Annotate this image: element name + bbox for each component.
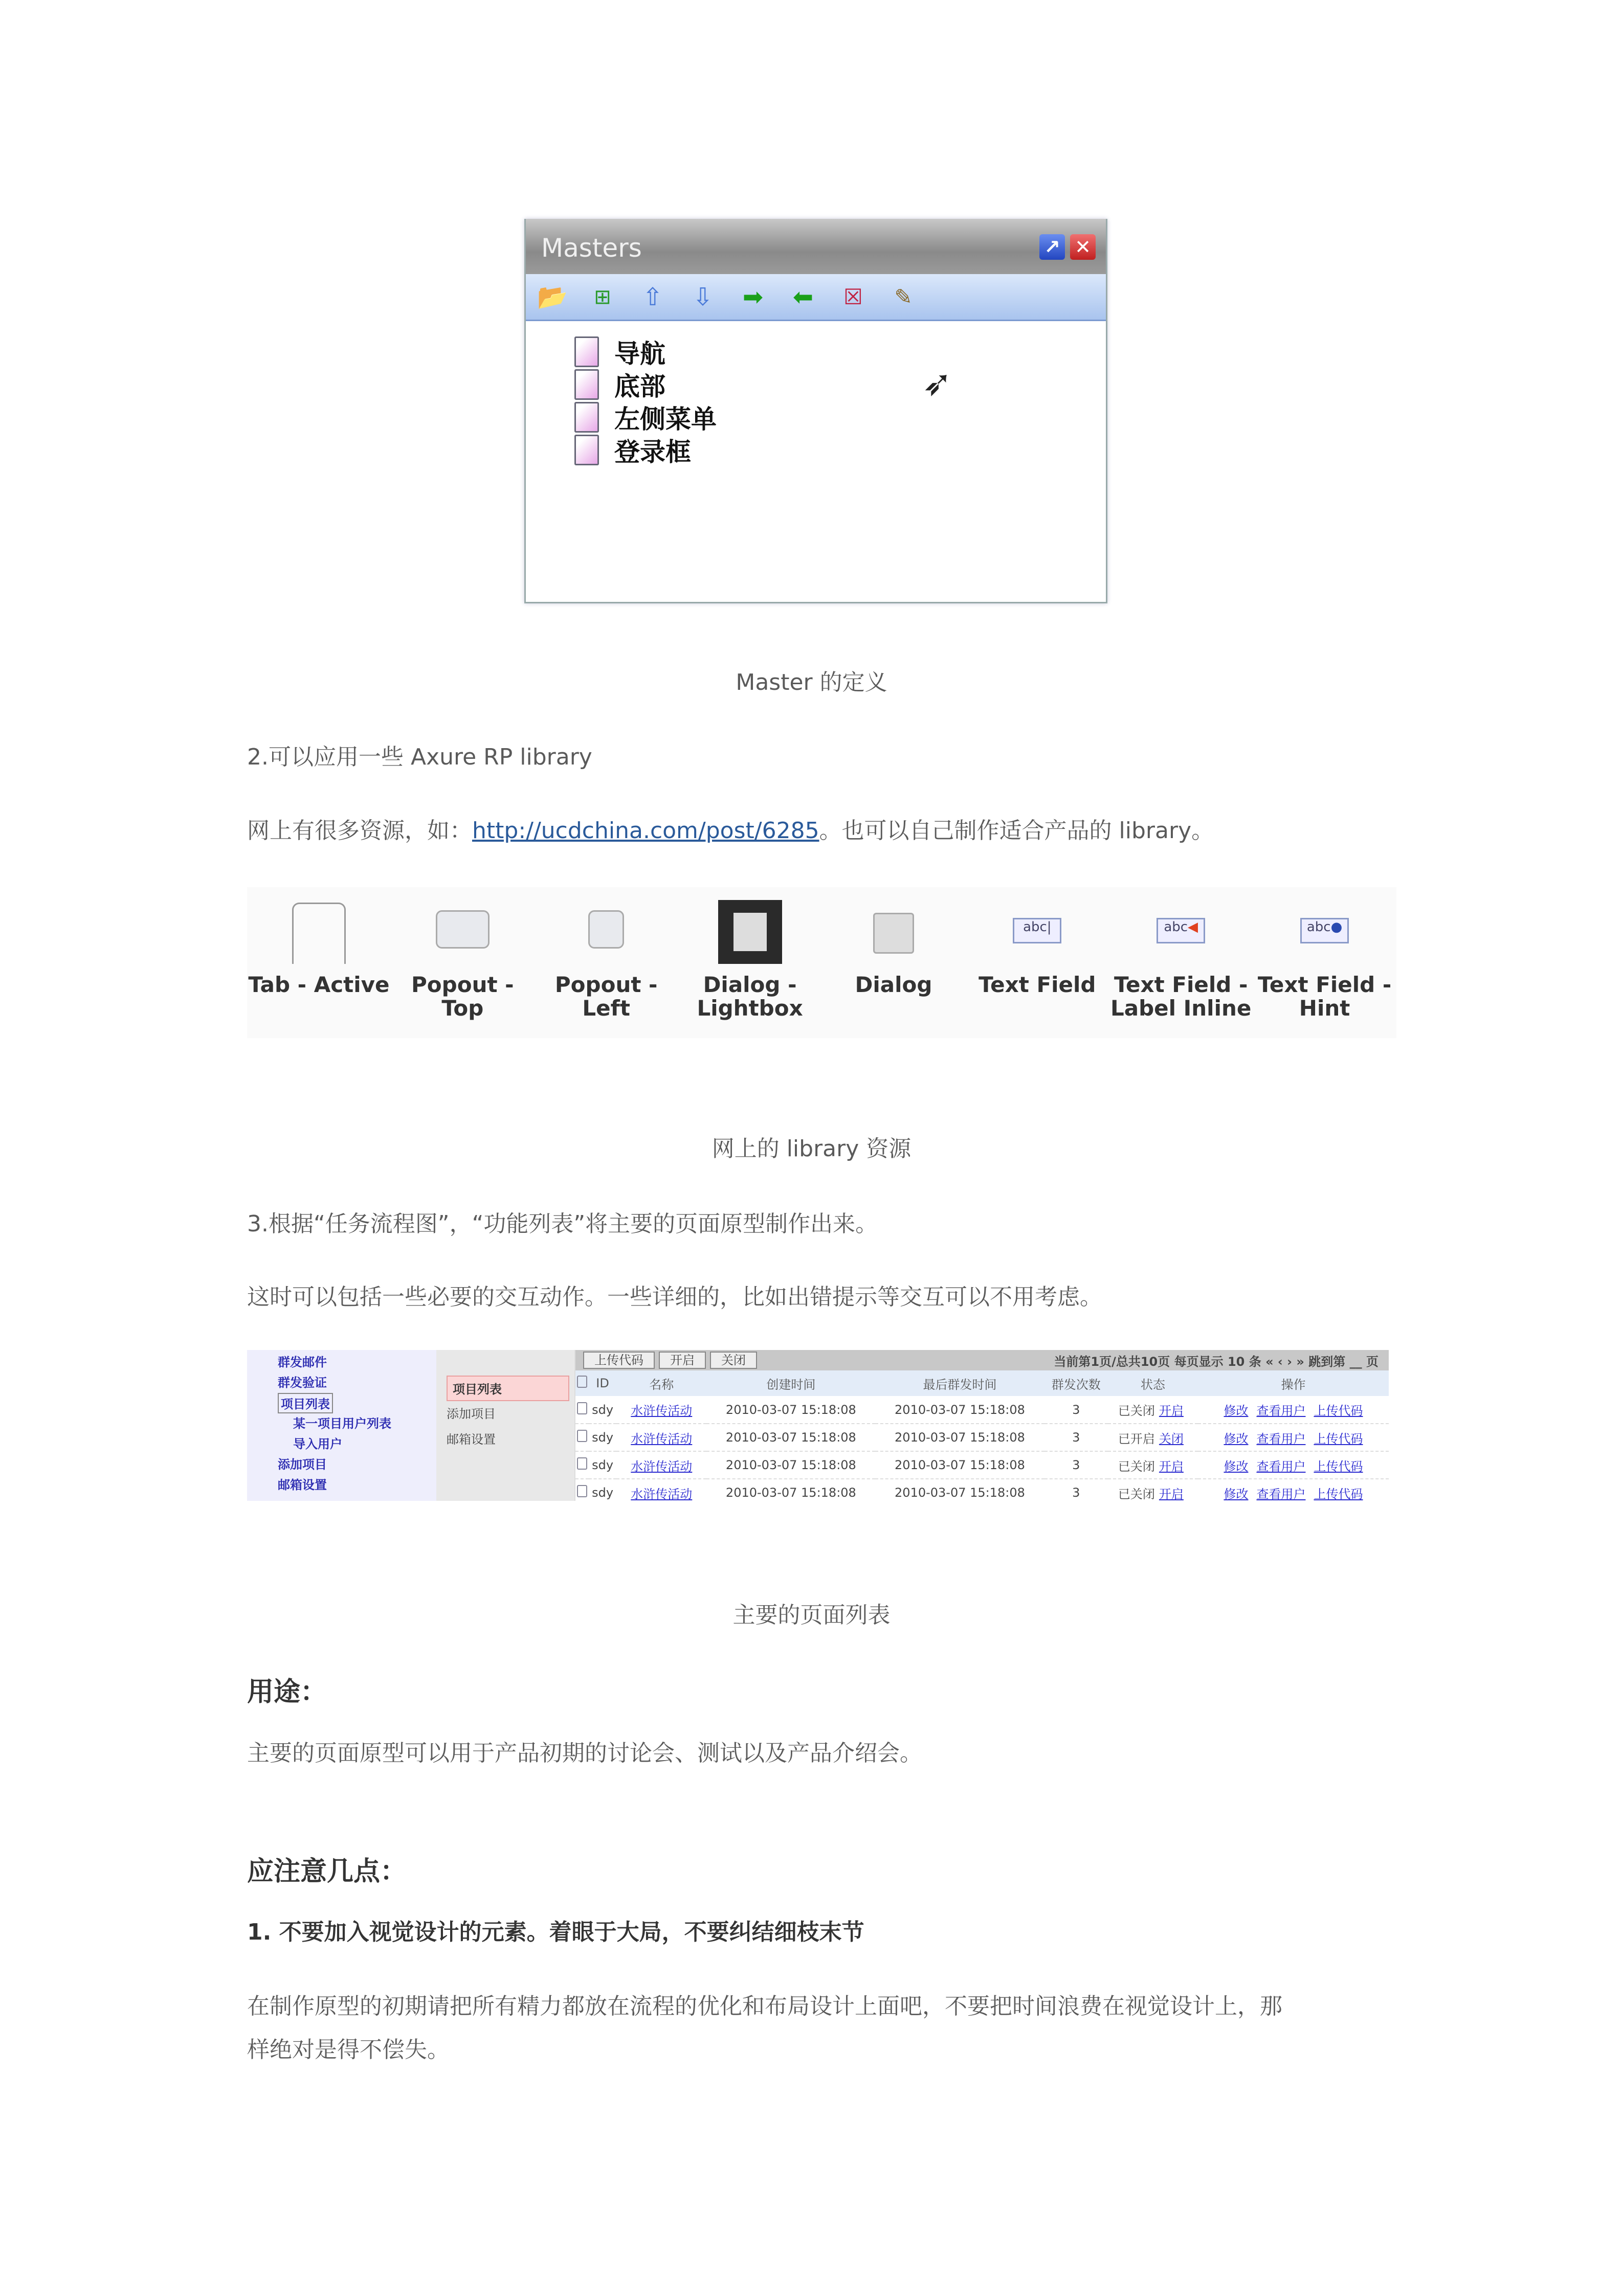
masters-title: Masters — [541, 233, 642, 263]
move-up-icon[interactable]: ⇧ — [642, 282, 663, 311]
widget-dialog — [822, 887, 966, 1038]
master-label: 底部 — [614, 372, 665, 401]
upload-code-link[interactable]: 上传代码 — [1314, 1431, 1363, 1446]
cell-last-sent: 2010-03-07 15:18:08 — [875, 1479, 1044, 1501]
close-icon[interactable]: ✕ — [1070, 234, 1096, 260]
status-text: 已关闭 — [1118, 1404, 1155, 1418]
tree-item[interactable]: 项目列表 — [278, 1393, 333, 1413]
project-table — [574, 1350, 1389, 1501]
widget-popout-left — [535, 887, 678, 1038]
cell-created: 2010-03-07 15:18:08 — [706, 1451, 875, 1479]
project-name-link[interactable]: 水浒传活动 — [631, 1404, 693, 1418]
page-tree — [247, 1350, 436, 1501]
widget-text-field-label-inline: abc◀ Text Field - Label Inline — [1109, 887, 1253, 1038]
widget-label: Text Field - Label Inline — [1110, 972, 1252, 1021]
library-widgets — [247, 887, 1396, 1038]
caption-masters: Master 的定义 — [736, 669, 887, 695]
sub-menu-item[interactable]: 邮箱设置 — [447, 1432, 496, 1447]
note-1-body-line2: 样绝对是得不偿失。 — [247, 2037, 450, 2063]
add-folder-icon[interactable]: 📂 — [537, 282, 568, 311]
upload-code-link[interactable]: 上传代码 — [1314, 1404, 1363, 1418]
widget-tab-active — [247, 887, 391, 1038]
note-1-title: 1. 不要加入视觉设计的元素。着眼于大局，不要纠结细枝末节 — [247, 1919, 864, 1945]
cell-created: 2010-03-07 15:18:08 — [706, 1396, 875, 1424]
page-icon — [574, 369, 599, 400]
sub-menu-item[interactable]: 项目列表 — [447, 1376, 569, 1401]
outdent-icon[interactable]: ⬅ — [792, 282, 814, 311]
cell-actions — [1198, 1424, 1389, 1451]
cell-status — [1108, 1424, 1198, 1451]
body-text: 。也可以自己制作适合产品的 library。 — [819, 818, 1214, 844]
cell-status — [1108, 1451, 1198, 1479]
caption-pages: 主要的页面列表 — [732, 1602, 891, 1628]
tree-item[interactable]: 导入用户 — [293, 1437, 342, 1451]
page-icon — [574, 435, 599, 465]
cell-count: 3 — [1044, 1479, 1108, 1501]
widget-label: Tab - Active — [248, 972, 390, 997]
section-3-body: 这时可以包括一些必要的交互动作。一些详细的，比如出错提示等交互可以不用考虑。 — [247, 1284, 1102, 1310]
widget-label: Popout - Top — [411, 972, 514, 1021]
toggle-link[interactable]: 开启 — [1159, 1404, 1184, 1418]
pagination[interactable]: 当前第1页/总共10页 每页显示 10 条 « ‹ › » 跳到第 __ 页 — [1054, 1354, 1379, 1369]
view-users-link[interactable]: 查看用户 — [1256, 1487, 1306, 1501]
master-item[interactable] — [574, 401, 1106, 434]
table-row — [575, 1424, 1389, 1451]
cell-status — [1108, 1396, 1198, 1424]
cell-id: sdy — [589, 1451, 616, 1479]
row-checkbox[interactable] — [575, 1479, 589, 1501]
cell-last-sent: 2010-03-07 15:18:08 — [875, 1451, 1044, 1479]
cell-actions — [1198, 1451, 1389, 1479]
header-name: 名称 — [616, 1370, 706, 1396]
header-select[interactable] — [575, 1370, 589, 1396]
row-checkbox[interactable] — [575, 1396, 589, 1424]
popout-icon[interactable]: ↗ — [1039, 234, 1065, 260]
usage-heading: 用途： — [247, 1677, 327, 1707]
status-text: 已关闭 — [1118, 1487, 1155, 1501]
widget-label: Text Field - Hint — [1257, 972, 1392, 1021]
upload-code-link[interactable]: 上传代码 — [1314, 1459, 1363, 1474]
table-row — [575, 1451, 1389, 1479]
widget-text-field: abc| Text Field — [965, 887, 1109, 1038]
widget-label: Popout - Left — [554, 972, 658, 1021]
cell-created: 2010-03-07 15:18:08 — [706, 1479, 875, 1501]
view-users-link[interactable]: 查看用户 — [1256, 1431, 1306, 1446]
toggle-link[interactable]: 关闭 — [1159, 1431, 1184, 1446]
tree-item[interactable]: 某一项目用户列表 — [293, 1416, 391, 1431]
cell-id: sdy — [589, 1424, 616, 1451]
cell-last-sent: 2010-03-07 15:18:08 — [875, 1424, 1044, 1451]
table-toolbar — [575, 1350, 1389, 1370]
cell-name — [616, 1396, 706, 1424]
caption-library: 网上的 library 资源 — [712, 1136, 911, 1162]
sub-menu — [436, 1350, 574, 1501]
cell-status — [1108, 1479, 1198, 1501]
row-checkbox[interactable] — [575, 1451, 589, 1479]
upload-code-button[interactable]: 上传代码 — [583, 1352, 655, 1369]
page-icon — [574, 336, 599, 367]
view-users-link[interactable]: 查看用户 — [1256, 1404, 1306, 1418]
tree-item[interactable]: 群发邮件 — [278, 1355, 327, 1369]
header-id: ID — [589, 1370, 616, 1396]
masters-title-bar — [526, 219, 1106, 274]
widget-label: Text Field — [979, 972, 1096, 997]
note-1-body-line1: 在制作原型的初期请把所有精力都放在流程的优化和布局设计上面吧，不要把时间浪费在视觉设计上，那 — [247, 1993, 1282, 2019]
widget-popout-top — [391, 887, 535, 1038]
edit-link[interactable]: 修改 — [1224, 1487, 1249, 1501]
cursor-icon: ➶ — [922, 362, 952, 404]
disable-button[interactable]: 关闭 — [710, 1352, 757, 1369]
toggle-link[interactable]: 开启 — [1159, 1459, 1184, 1474]
row-checkbox[interactable] — [575, 1424, 589, 1451]
usage-body: 主要的页面原型可以用于产品初期的讨论会、测试以及产品介绍会。 — [247, 1740, 922, 1766]
section-3-title: 3.根据“任务流程图”，“功能列表”将主要的页面原型制作出来。 — [247, 1211, 878, 1237]
header-actions: 操作 — [1198, 1370, 1389, 1396]
widget-label: Dialog - Lightbox — [697, 972, 803, 1021]
project-name-link[interactable]: 水浒传活动 — [631, 1431, 693, 1446]
section-2-title: 2.可以应用一些 Axure RP library — [247, 744, 592, 770]
widget-label: Dialog — [855, 972, 932, 997]
cell-actions — [1198, 1396, 1389, 1424]
project-name-link[interactable]: 水浒传活动 — [631, 1487, 693, 1501]
edit-link[interactable]: 修改 — [1224, 1431, 1249, 1446]
table-row — [575, 1396, 1389, 1424]
header-last-sent: 最后群发时间 — [875, 1370, 1044, 1396]
edit-icon[interactable]: ✎ — [894, 284, 913, 309]
cell-last-sent: 2010-03-07 15:18:08 — [875, 1396, 1044, 1424]
master-label: 登录框 — [614, 437, 691, 467]
master-item[interactable] — [574, 335, 1106, 368]
cell-name — [616, 1424, 706, 1451]
cell-name — [616, 1479, 706, 1501]
resource-link[interactable]: http://ucdchina.com/post/6285 — [472, 818, 819, 844]
project-name-link[interactable]: 水浒传活动 — [631, 1459, 693, 1474]
master-item[interactable] — [574, 434, 1106, 466]
enable-button[interactable]: 开启 — [659, 1352, 706, 1369]
delete-icon[interactable]: ☒ — [843, 284, 863, 309]
header-count: 群发次数 — [1044, 1370, 1108, 1396]
cell-created: 2010-03-07 15:18:08 — [706, 1424, 875, 1451]
toggle-link[interactable]: 开启 — [1159, 1487, 1184, 1501]
cell-count: 3 — [1044, 1451, 1108, 1479]
data-table — [575, 1370, 1389, 1501]
widget-dialog-lightbox — [678, 887, 822, 1038]
cell-name — [616, 1451, 706, 1479]
cell-count: 3 — [1044, 1396, 1108, 1424]
header-created: 创建时间 — [706, 1370, 875, 1396]
move-down-icon[interactable]: ⇩ — [692, 282, 714, 311]
add-master-icon[interactable]: ⊞ — [594, 285, 611, 309]
body-text: 网上有很多资源，如： — [247, 818, 472, 844]
cell-id: sdy — [589, 1396, 616, 1424]
cell-id: sdy — [589, 1479, 616, 1501]
tree-item[interactable]: 群发验证 — [278, 1376, 327, 1390]
masters-panel — [524, 219, 1107, 603]
tree-item[interactable]: 添加项目 — [278, 1457, 327, 1472]
edit-link[interactable]: 修改 — [1224, 1404, 1249, 1418]
sub-menu-item[interactable]: 添加项目 — [447, 1407, 496, 1421]
status-text: 已开启 — [1118, 1431, 1155, 1446]
status-text: 已关闭 — [1118, 1459, 1155, 1474]
tree-item[interactable]: 邮箱设置 — [278, 1478, 327, 1492]
master-item[interactable] — [574, 368, 1106, 401]
table-row — [575, 1479, 1389, 1501]
upload-code-link[interactable]: 上传代码 — [1314, 1487, 1363, 1501]
cell-count: 3 — [1044, 1424, 1108, 1451]
indent-icon[interactable]: ➡ — [742, 282, 764, 311]
edit-link[interactable]: 修改 — [1224, 1459, 1249, 1474]
view-users-link[interactable]: 查看用户 — [1256, 1459, 1306, 1474]
master-label: 导航 — [614, 339, 665, 369]
page-list-screenshot — [247, 1350, 1389, 1501]
section-2-body — [247, 812, 1214, 845]
widget-text-field-hint: abc● Text Field - Hint — [1253, 887, 1396, 1038]
page-icon — [574, 402, 599, 433]
masters-toolbar — [526, 274, 1106, 321]
masters-list — [526, 321, 1106, 466]
cell-actions — [1198, 1479, 1389, 1501]
notes-heading: 应注意几点： — [247, 1856, 407, 1887]
header-status: 状态 — [1108, 1370, 1198, 1396]
master-label: 左侧菜单 — [614, 404, 717, 434]
